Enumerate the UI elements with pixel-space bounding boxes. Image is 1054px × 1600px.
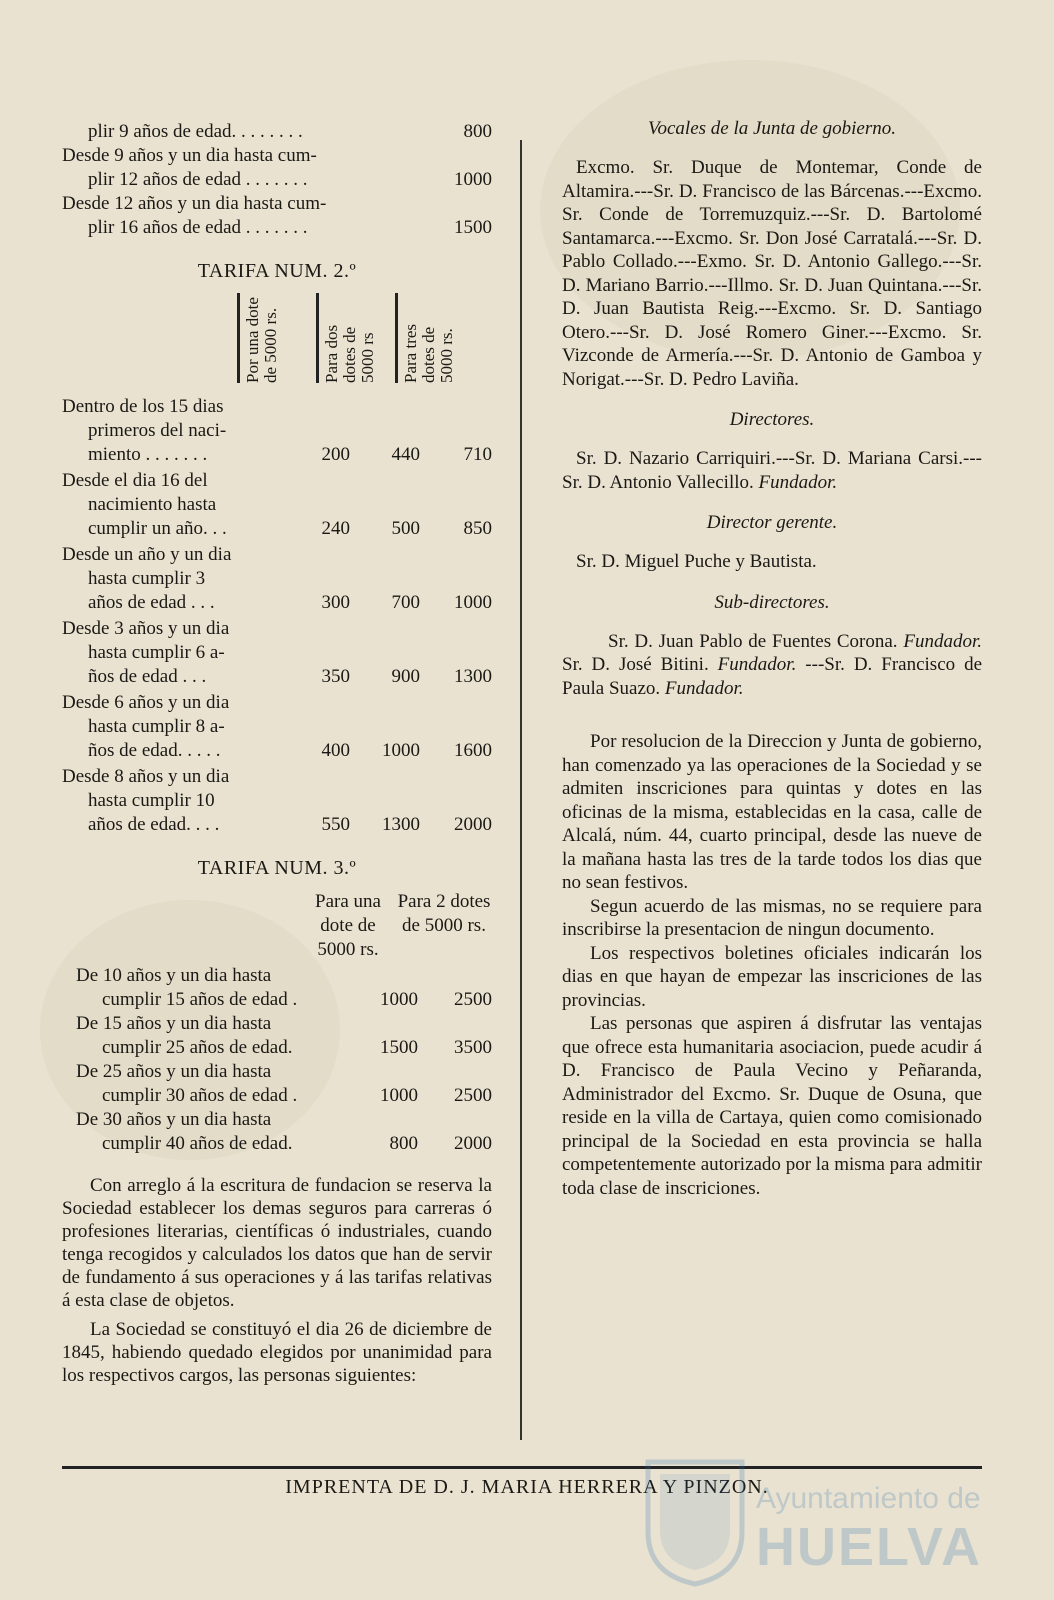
cell-value: 400 — [321, 740, 350, 761]
tarifa-3-title: TARIFA NUM. 3.º — [197, 857, 357, 879]
row-label: plir 16 años de edad . . . . . . . — [88, 217, 308, 238]
table-row — [62, 765, 492, 837]
shield-icon — [640, 1452, 750, 1588]
cell-value: 2500 — [454, 989, 492, 1010]
table-row — [62, 168, 492, 192]
subdirector-name: Sr. D. José Bitini. — [562, 654, 709, 675]
section-title: Directores. — [729, 409, 815, 430]
cell-value: 850 — [463, 518, 492, 539]
column-header: Para tres dotes de 5000 rs. — [395, 293, 464, 383]
row-label: miento . . . . . . . — [88, 444, 208, 465]
tarifa-2-headers — [62, 293, 464, 389]
cell-value: 1000 — [454, 592, 492, 613]
row-label: hasta cumplir 3 — [88, 568, 206, 589]
tarifa-3-headers — [62, 890, 492, 962]
cell-value: 1000 — [380, 989, 418, 1010]
row-label: Desde el dia 16 del — [62, 470, 208, 491]
cell-value: 800 — [389, 1133, 418, 1154]
cell-value: 550 — [321, 814, 350, 835]
table-row — [62, 192, 492, 216]
fundador-label: Fundador. — [717, 654, 797, 675]
subdirector-name: Sr. D. Juan Pablo de Fuentes Corona. — [608, 630, 898, 652]
paragraph: Por resolucion de la Direccion y Junta de gobierno, han comenzado ya las operaciones de la Sociedad y se admiten inscriciones para quintas y dotes en las oficinas de la misma, establecidas en la casa, calle de Alcalá, núm. 44, cuarto principal, desde las nueve de la mañana hasta las tres de la tarde todos los dias que no sean festivos. — [562, 731, 982, 893]
subdirector-name: ---Sr. D. Francisco de Paula Suazo. — [562, 654, 983, 699]
row-value: 1000 — [454, 169, 492, 190]
table-row — [62, 469, 492, 541]
fundador-label: Fundador. — [664, 677, 744, 699]
row-label: plir 12 años de edad . . . . . . . — [88, 169, 308, 190]
row-label: De 25 años y un dia hasta — [76, 1061, 272, 1082]
column-header: Para dos dotes de 5000 rs — [316, 293, 385, 383]
row-label: plir 9 años de edad. . . . . . . . — [88, 121, 303, 142]
table-row — [62, 691, 492, 763]
tarifa-2-title: TARIFA NUM. 2.º — [197, 260, 357, 282]
paragraph: Sr. D. Miguel Puche y Bautista. — [576, 551, 817, 572]
cell-value: 500 — [391, 518, 420, 539]
column-divider — [520, 140, 522, 1440]
cell-value: 1000 — [380, 1085, 418, 1106]
row-value: 1500 — [454, 217, 492, 238]
tarifa-3-table — [62, 964, 492, 1156]
printer-imprint: IMPRENTA DE D. J. MARIA HERRERA Y PINZON. — [285, 1476, 769, 1498]
row-label: primeros del naci- — [88, 420, 227, 441]
row-label: cumplir 25 años de edad. — [102, 1037, 293, 1058]
table-row — [62, 120, 492, 144]
row-label: cumplir 30 años de edad . — [102, 1085, 298, 1106]
watermark-line-2: HUELVA — [756, 1517, 982, 1577]
row-label: ños de edad . . . — [88, 666, 207, 687]
paragraph — [562, 447, 982, 494]
table-row — [62, 216, 492, 240]
row-label: Desde 3 años y un dia — [62, 618, 230, 639]
row-label: cumplir un año. . . — [88, 518, 227, 539]
table-row — [62, 395, 492, 467]
row-label: hasta cumplir 8 a- — [88, 716, 225, 737]
section-title: Director gerente. — [706, 512, 838, 533]
watermark-line-1: Ayuntamiento de — [756, 1482, 981, 1515]
cell-value: 900 — [391, 666, 420, 687]
row-label: De 10 años y un dia hasta — [76, 965, 272, 986]
paragraph: Los respectivos boletines oficiales indicarán los dias en que hayan de empezar las inscriciones de las provincias. — [562, 942, 982, 1011]
row-label: cumplir 40 años de edad. — [102, 1133, 293, 1154]
fundador-label: Fundador. — [758, 471, 838, 493]
paragraph: Las personas que aspiren á disfrutar las ventajas que ofrece esta humanitaria asociacion, puede acudir á D. Francisco de Paula Vecino y Peñaranda, Administrador del Excmo. Sr. Duque de Osuna, que reside en la villa de Cartaya, quien como comisionado principal de la Sociedad en esta provincia se halla competentemente autorizado por la misma para admitir toda clase de inscriciones. — [562, 1013, 982, 1199]
cell-value: 440 — [391, 444, 420, 465]
archive-watermark — [640, 1452, 1020, 1592]
section-title: Vocales de la Junta de gobierno. — [647, 118, 896, 139]
tarifa-1-table — [62, 120, 492, 240]
fundador-label: Fundador. — [903, 630, 982, 652]
cell-value: 350 — [321, 666, 350, 687]
row-label: hasta cumplir 10 — [88, 790, 215, 811]
row-label: De 30 años y un dia hasta — [76, 1109, 272, 1130]
cell-value: 1000 — [382, 740, 420, 761]
row-label: cumplir 15 años de edad . — [102, 989, 298, 1010]
left-column — [62, 120, 492, 1387]
cell-value: 3500 — [454, 1037, 492, 1058]
row-label: años de edad. . . . — [88, 814, 220, 835]
cell-value: 300 — [321, 592, 350, 613]
table-row — [62, 144, 492, 168]
column-header: Por una dote de 5000 rs. — [237, 293, 306, 383]
cell-value: 700 — [391, 592, 420, 613]
row-label: ños de edad. . . . . — [88, 740, 221, 761]
row-label: Desde 12 años y un dia hasta cum- — [62, 193, 327, 214]
row-label: nacimiento hasta — [88, 494, 217, 515]
row-value: 800 — [463, 121, 492, 142]
table-row — [62, 617, 492, 689]
row-label: Desde 6 años y un dia — [62, 692, 230, 713]
row-label: Desde 9 años y un dia hasta cum- — [62, 145, 317, 166]
paragraph: Segun acuerdo de las mismas, no se requiere para inscribirse la presentacion de ningun documento. — [562, 895, 982, 940]
table-row — [62, 1060, 492, 1108]
cell-value: 2000 — [454, 1133, 492, 1154]
right-column — [562, 118, 982, 1200]
row-label: hasta cumplir 6 a- — [88, 642, 225, 663]
table-row — [62, 1012, 492, 1060]
column-header: Para una dote de 5000 rs. — [315, 891, 381, 960]
row-label: Dentro de los 15 dias — [62, 396, 224, 417]
paragraph: Con arreglo á la escritura de fundacion se reserva la Sociedad establecer los demas seguros para carreras ó profesiones literarias, científicas ó industriales, cuando tenga recogidos y calculados los datos que han de servir de fundamento á sus operaciones y á las tarifas relativas á esta clase de objetos. — [62, 1175, 492, 1311]
tarifa-2-table — [62, 395, 492, 837]
cell-value: 200 — [321, 444, 350, 465]
cell-value: 1300 — [454, 666, 492, 687]
paragraph: Excmo. Sr. Duque de Montemar, Conde de Altamira.---Sr. D. Francisco de las Bárcenas.---Excmo. Sr. Conde de Torremuzquiz.---Sr. D. Bartolomé Santamarca.---Excmo. Sr. Don José Carratalá.---Sr. D. Pablo Collado.---Exmo. Sr. D. Antonio Gallego.---Sr. D. Mariano Barrio.---Illmo. Sr. D. Juan Quintana.---Sr. D. Juan Bautista Reig.---Excmo. Sr. D. Santiago Otero.---Sr. D. José Romero Giner.---Excmo. Sr. Vizconde de Armería.---Sr. D. Antonio de Gamboa y Norigat.---Sr. D. Pedro Laviña. — [562, 157, 982, 390]
cell-value: 1500 — [380, 1037, 418, 1058]
cell-value: 2000 — [454, 814, 492, 835]
section-title: Sub-directores. — [714, 591, 830, 613]
directores-names: Sr. D. Nazario Carriquiri.---Sr. D. Mariana Carsi.---Sr. D. Antonio Vallecillo. — [562, 448, 982, 493]
cell-value: 1300 — [382, 814, 420, 835]
row-label: De 15 años y un dia hasta — [76, 1013, 272, 1034]
row-label: años de edad . . . — [88, 592, 215, 613]
cell-value: 2500 — [454, 1085, 492, 1106]
row-label: Desde 8 años y un dia — [62, 766, 230, 787]
cell-value: 1600 — [454, 740, 492, 761]
cell-value: 710 — [463, 444, 492, 465]
table-row — [62, 1108, 492, 1156]
cell-value: 240 — [321, 518, 350, 539]
paragraph — [562, 630, 982, 701]
column-header: Para 2 dotes de 5000 rs. — [397, 891, 491, 936]
paragraph: La Sociedad se constituyó el dia 26 de diciembre de 1845, habiendo quedado elegidos por unanimidad para los respectivos cargos, las personas siguientes: — [62, 1319, 492, 1386]
row-label: Desde un año y un dia — [62, 544, 232, 565]
table-row — [62, 964, 492, 1012]
table-row — [62, 543, 492, 615]
